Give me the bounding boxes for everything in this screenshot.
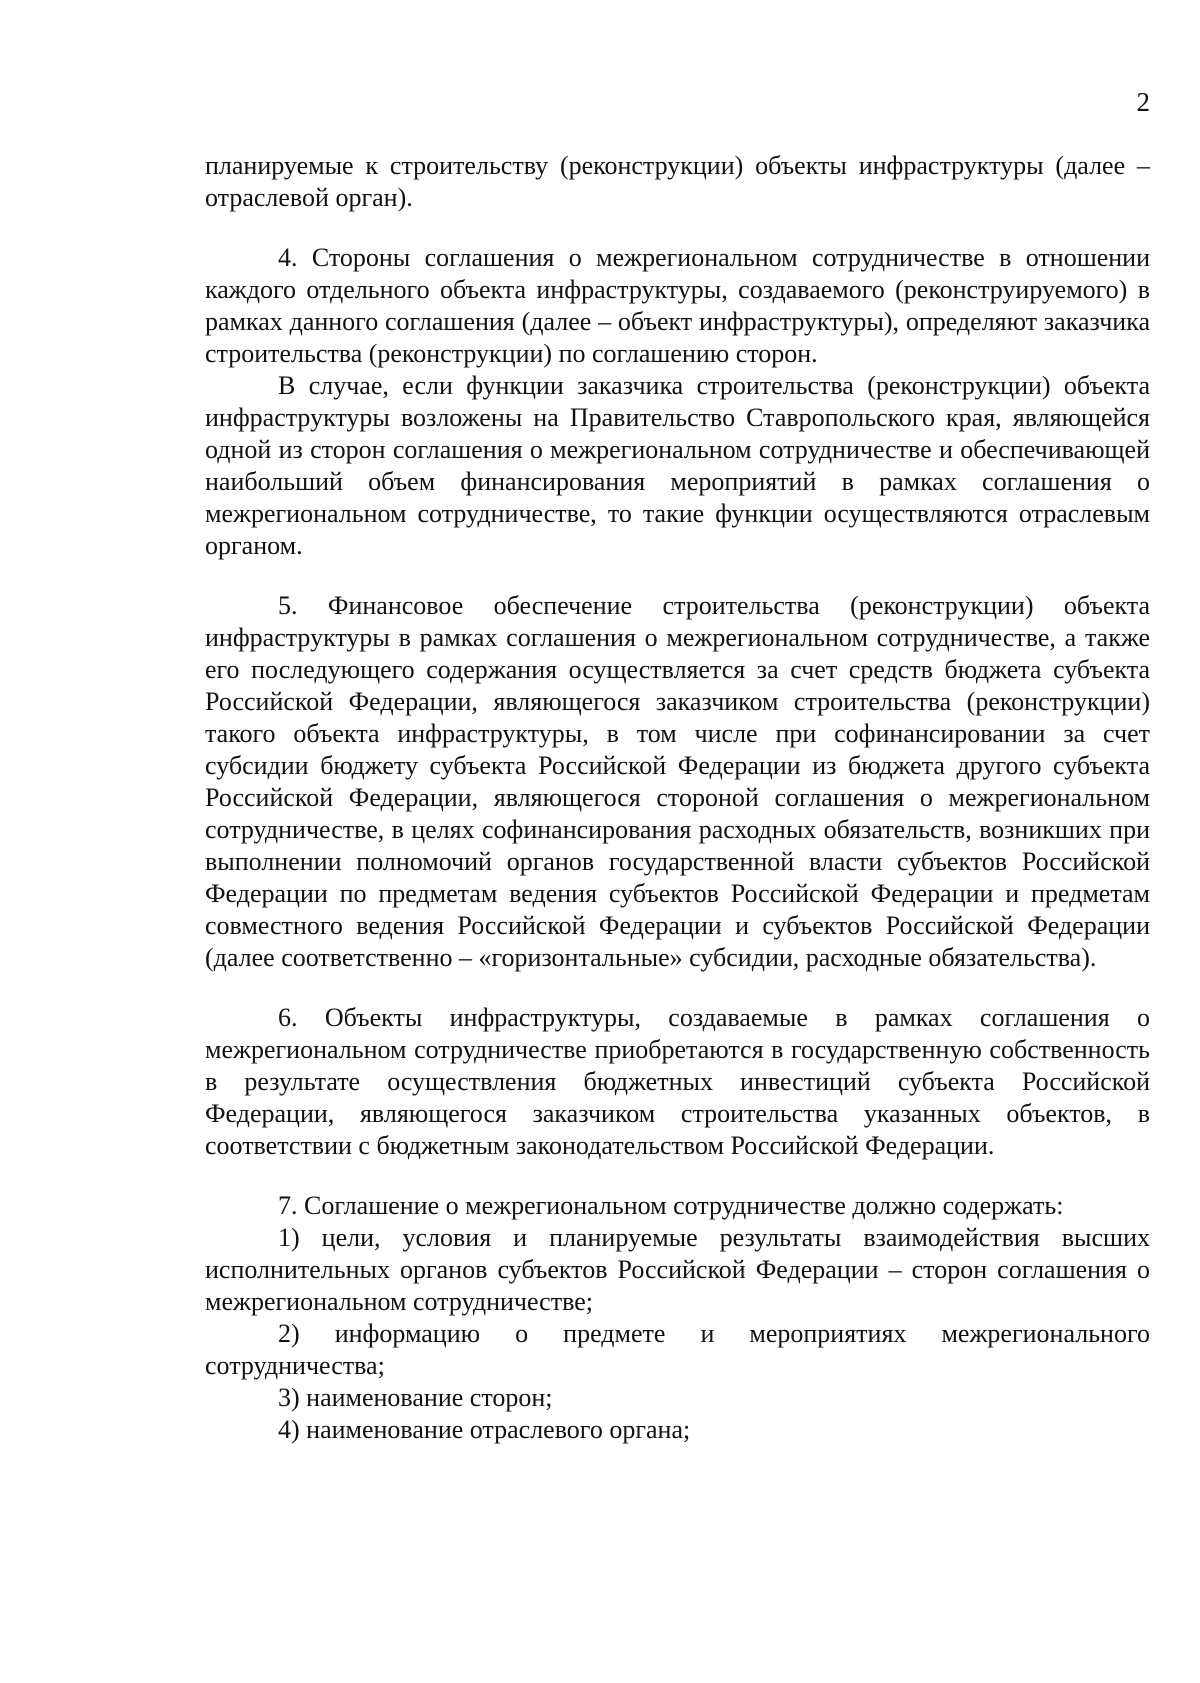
list-item-4: 4) наименование отраслевого органа; [278, 1415, 691, 1444]
list-item-1: 1) цели, условия и планируемые результаты взаимодействия высших исполнительных органов субъектов Российской Федерации – сторон соглашения о межрегиональном сотрудничестве; [205, 1223, 1150, 1316]
paragraph-5: 5. Финансовое обеспечение строительства (реконструкции) объекта инфраструктуры в рамках соглашения о межрегиональном сотрудничестве, а также его последующего содержания осуществляется за счет средств бюджета субъекта Российской Федерации, являющегося заказчиком строительства (реконструкции) такого объекта инфраструктуры, в том числе при софинансировании за счет субсидии бюджету субъекта Российской Федерации из бюджета другого субъекта Российской Федерации, являющегося стороной соглашения о межрегиональном сотрудничестве, в целях софинансирования расходных обязательств, возникших при выполнении полномочий органов государственной власти субъектов Российской Федерации по предметам ведения субъектов Российской Федерации и предметам совместного ведения Российской Федерации и субъектов Российской Федерации (далее соответственно – «горизонтальные» субсидии, расходные обязательства). [205, 591, 1150, 972]
paragraph-4-case: В случае, если функции заказчика строительства (реконструкции) объекта инфраструктуры возложены на Правительство Ставропольского края, являющейся одной из сторон соглашения о межрегиональном сотрудничестве и обеспечивающей наибольший объем финансирования мероприятий в рамках соглашения о межрегиональном сотрудничестве, то такие функции осуществляются отраслевым органом. [205, 371, 1150, 560]
list-item-3: 3) наименование сторон; [278, 1383, 553, 1412]
list-item-2: 2) информацию о предмете и мероприятиях межрегионального сотрудничества; [205, 1319, 1150, 1380]
paragraph-7: 7. Соглашение о межрегиональном сотрудничестве должно содержать: [278, 1191, 1064, 1220]
paragraph-continuation: планируемые к строительству (реконструкции) объекты инфраструктуры (далее – отраслевой орган). [205, 151, 1150, 212]
paragraph-4: 4. Стороны соглашения о межрегиональном сотрудничестве в отношении каждого отдельного объекта инфраструктуры, создаваемого (реконструируемого) в рамках данного соглашения (далее – объект инфраструктуры), определяют заказчика строительства (реконструкции) по соглашению сторон. [205, 243, 1150, 368]
page-number: 2 [1136, 87, 1150, 117]
document-body [205, 150, 1150, 1446]
paragraph-6: 6. Объекты инфраструктуры, создаваемые в рамках соглашения о межрегиональном сотрудничестве приобретаются в государственную собственность в результате осуществления бюджетных инвестиций субъекта Российской Федерации, являющегося заказчиком строительства указанных объектов, в соответствии с бюджетным законодательством Российской Федерации. [205, 1003, 1150, 1160]
